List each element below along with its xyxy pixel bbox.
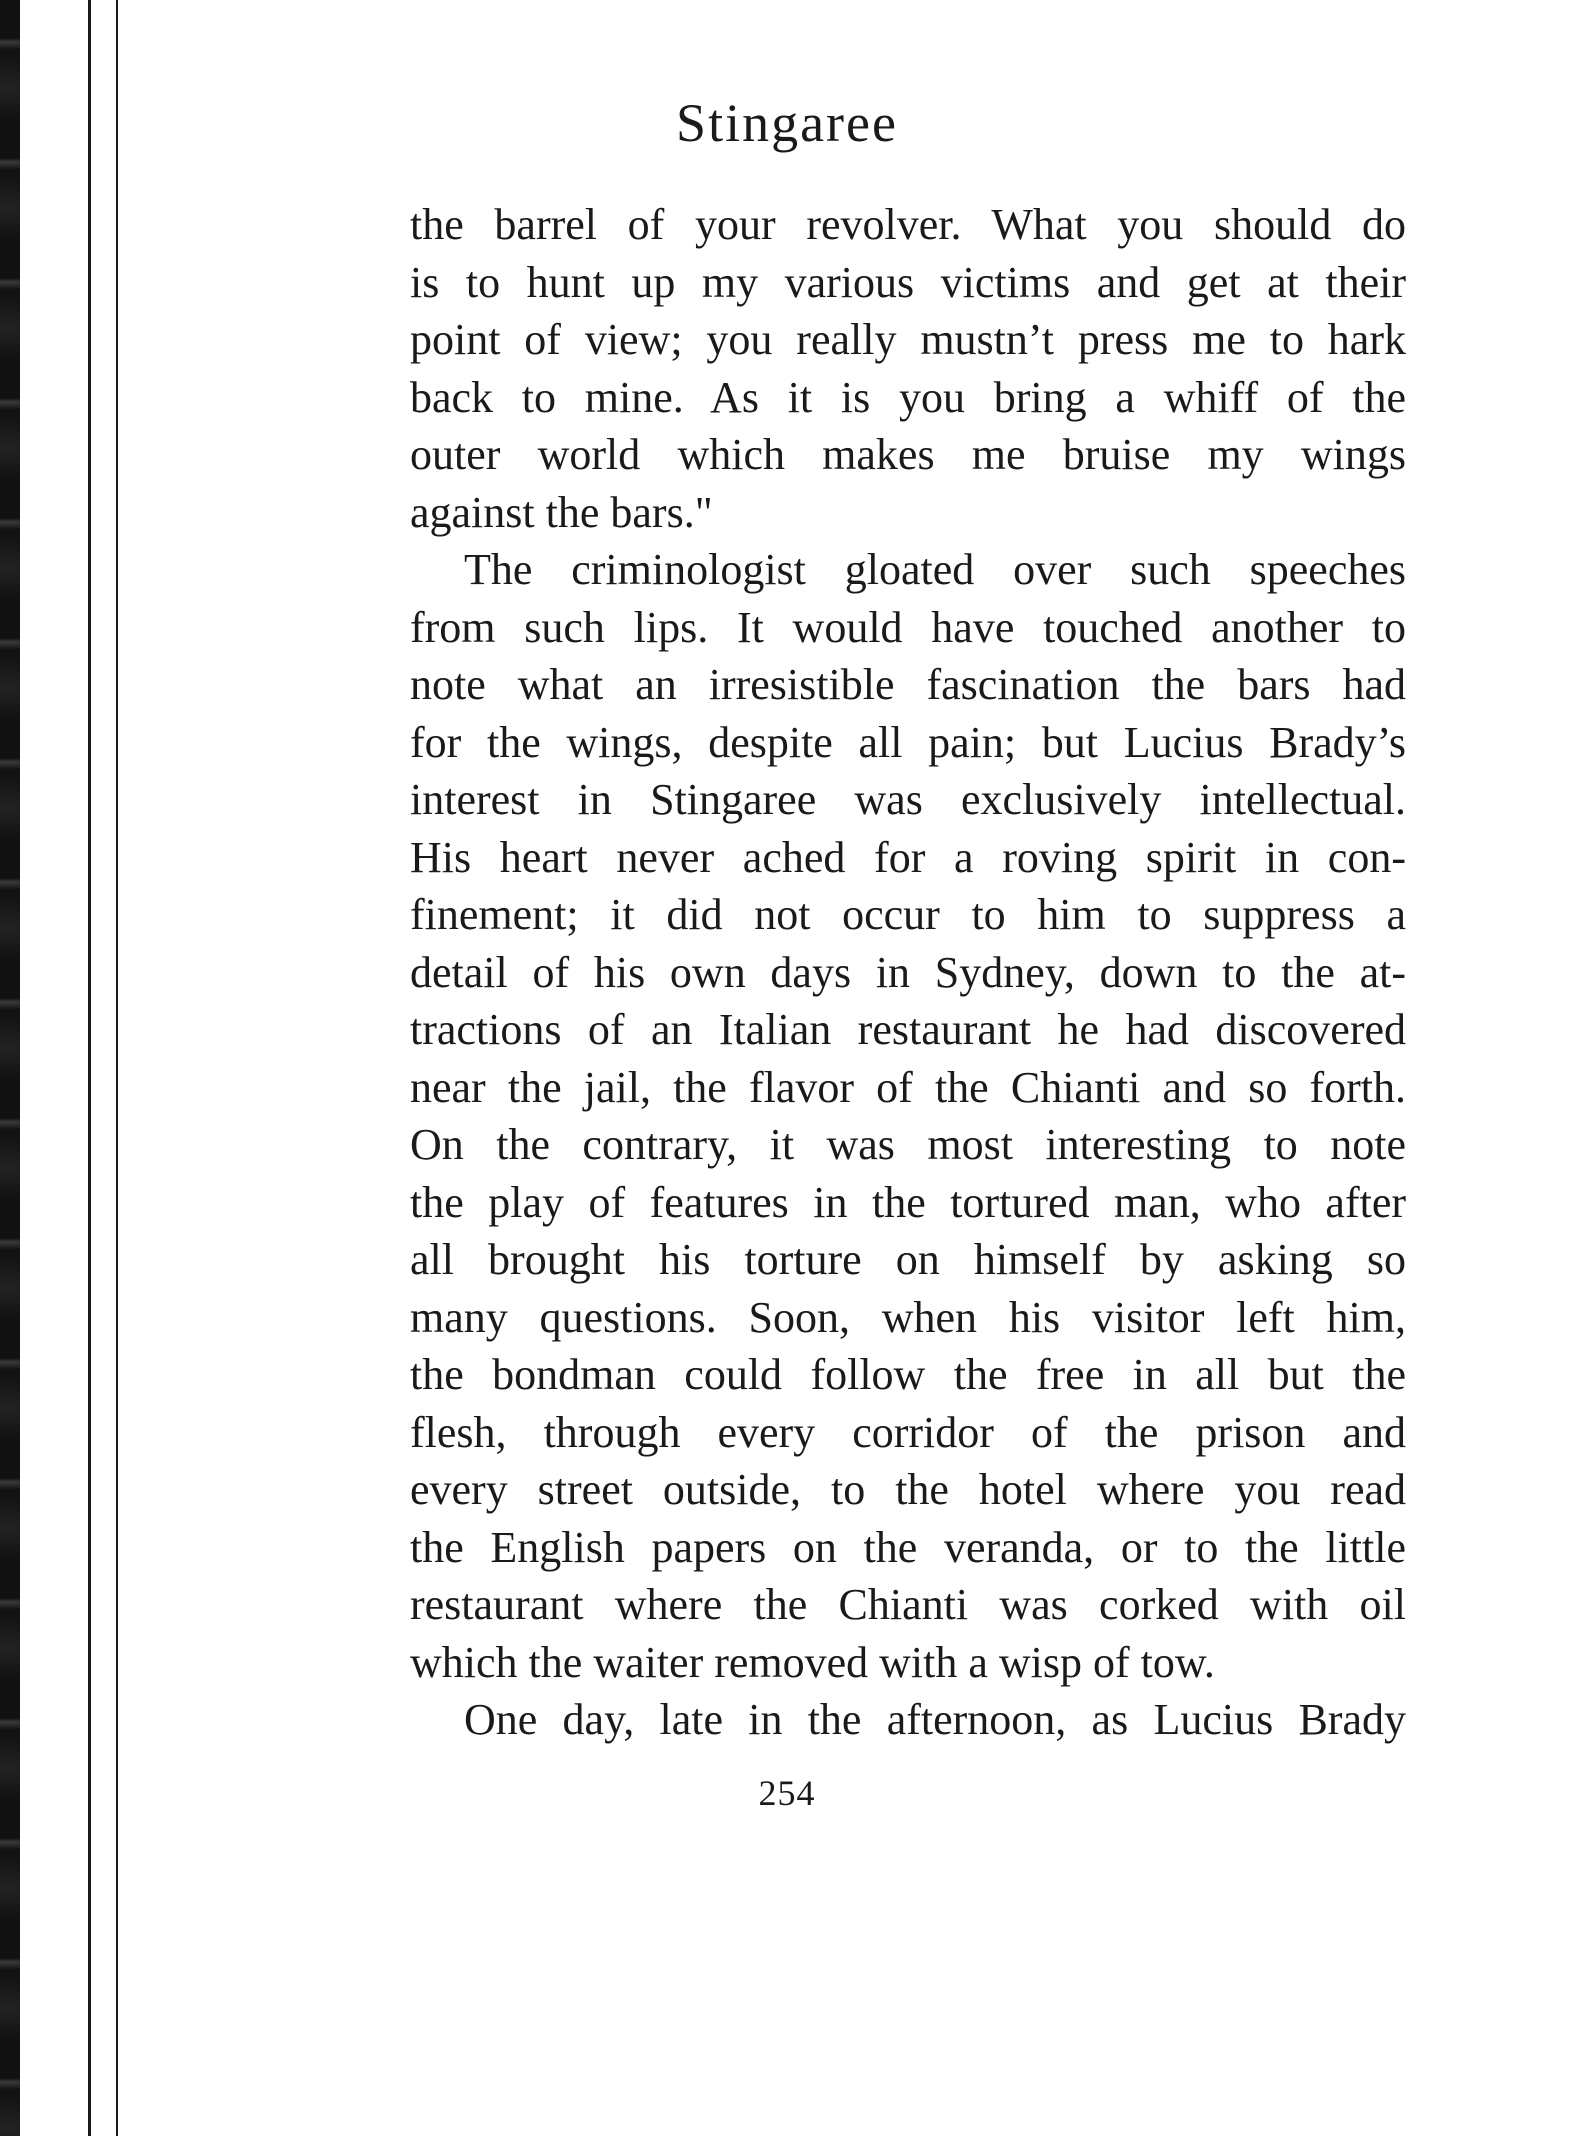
binding-edge (0, 0, 20, 2136)
body-text (410, 196, 1406, 1749)
running-head: Stingaree (676, 93, 898, 153)
text-line: restaurant where the Chianti was corked with oil (410, 1580, 1406, 1629)
text-line: The criminologist gloated over such speeches (464, 545, 1406, 594)
page-number: 254 (758, 1773, 816, 1813)
text-line: the English papers on the veranda, or to the little (410, 1522, 1406, 1572)
text-line: many questions. Soon, when his visitor left him, (410, 1292, 1406, 1342)
text-line: the play of features in the tortured man, who after (410, 1177, 1406, 1227)
text-line: tractions of an Italian restaurant he had discovered (410, 1005, 1406, 1054)
paragraph (410, 196, 1406, 541)
margin-rule-right (116, 0, 118, 2136)
text-line: outer world which makes me bruise my wings (410, 430, 1406, 479)
text-line: His heart never ached for a roving spirit in con- (410, 832, 1406, 882)
text-line: near the jail, the flavor of the Chianti and so forth. (410, 1062, 1406, 1112)
text-line: back to mine. As it is you bring a whiff of the (410, 372, 1406, 422)
text-line: On the contrary, it was most interesting to note (410, 1120, 1406, 1169)
text-line: One day, late in the afternoon, as Lucius Brady (464, 1695, 1406, 1744)
text-line: flesh, through every corridor of the prison and (410, 1407, 1406, 1457)
text-line: interest in Stingaree was exclusively intellectual. (410, 775, 1406, 824)
text-line: detail of his own days in Sydney, down to the at- (410, 947, 1406, 997)
text-line: all brought his torture on himself by asking so (410, 1235, 1406, 1284)
paragraph (410, 541, 1406, 1691)
text-line: finement; it did not occur to him to suppress a (410, 890, 1406, 939)
text-line: is to hunt up my various victims and get at their (410, 257, 1406, 307)
text-line: against the bars." (410, 487, 713, 537)
text-line: note what an irresistible fascination the bars had (410, 660, 1406, 709)
text-line: the barrel of your revolver. What you should do (410, 200, 1406, 249)
margin-rule-left (88, 0, 91, 2136)
paragraph (410, 1691, 1406, 1749)
text-line: point of view; you really mustn’t press me to hark (410, 315, 1406, 364)
text-line: every street outside, to the hotel where you read (410, 1465, 1406, 1514)
text-line: which the waiter removed with a wisp of tow. (410, 1637, 1215, 1687)
text-line: from such lips. It would have touched another to (410, 602, 1406, 652)
text-line: the bondman could follow the free in all but the (410, 1350, 1406, 1399)
text-line: for the wings, despite all pain; but Lucius Brady’s (410, 717, 1406, 767)
